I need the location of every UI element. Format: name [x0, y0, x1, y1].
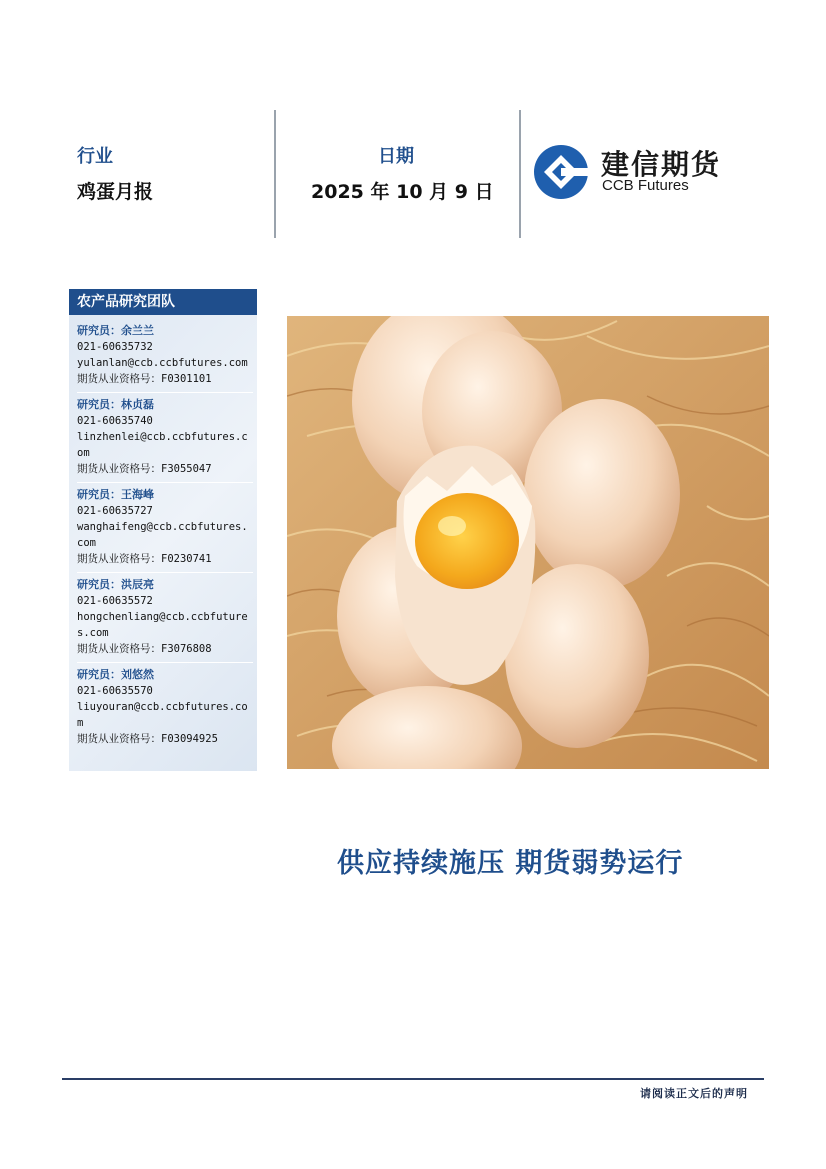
date-value: 2025 年 10 月 9 日 [311, 181, 494, 203]
team-panel [69, 289, 257, 771]
member-license: 期货从业资格号：F03094925 [77, 733, 218, 745]
member-card [77, 319, 253, 393]
member-phone: 021-60635732 [77, 341, 153, 353]
member-phone: 021-60635570 [77, 685, 153, 697]
member-email[interactable]: wanghaifeng@ccb.ccbfutures.com [77, 521, 248, 549]
member-card [77, 393, 253, 483]
logo-chinese-name: 建信期货 [601, 148, 722, 181]
industry-label: 行业 [77, 146, 113, 167]
member-phone: 021-60635572 [77, 595, 153, 607]
member-email[interactable]: liuyouran@ccb.ccbfutures.com [77, 701, 248, 729]
ccb-logo-icon [532, 143, 590, 201]
member-email[interactable]: linzhenlei@ccb.ccbfutures.com [77, 431, 248, 459]
report-title: 供应持续施压 期货弱势运行 [337, 848, 684, 879]
team-members [69, 315, 257, 771]
member-license: 期货从业资格号：F3076808 [77, 643, 212, 655]
footer-rule [62, 1078, 764, 1080]
member-name: 研究员：刘悠然 [77, 668, 154, 681]
member-name: 研究员：林贞磊 [77, 398, 154, 411]
member-phone: 021-60635740 [77, 415, 153, 427]
member-license: 期货从业资格号：F3055047 [77, 463, 212, 475]
member-license: 期货从业资格号：F0230741 [77, 553, 212, 565]
member-name: 研究员：余兰兰 [77, 324, 154, 337]
member-card [77, 483, 253, 573]
team-heading: 农产品研究团队 [69, 289, 257, 315]
header-divider-1 [274, 110, 276, 238]
footer-disclaimer: 请阅读正文后的声明 [640, 1087, 748, 1100]
logo-english-name: CCB Futures [602, 177, 689, 194]
member-email[interactable]: hongchenliang@ccb.ccbfutures.com [77, 611, 248, 639]
member-license: 期货从业资格号：F0301101 [77, 373, 212, 385]
member-name: 研究员：洪辰亮 [77, 578, 154, 591]
header-divider-2 [519, 110, 521, 238]
member-card [77, 663, 253, 752]
cover-photo-eggs [287, 316, 769, 769]
member-email[interactable]: yulanlan@ccb.ccbfutures.com [77, 357, 248, 369]
member-phone: 021-60635727 [77, 505, 153, 517]
date-label: 日期 [378, 146, 414, 167]
member-card [77, 573, 253, 663]
industry-value: 鸡蛋月报 [77, 181, 154, 203]
member-name: 研究员：王海峰 [77, 488, 154, 501]
